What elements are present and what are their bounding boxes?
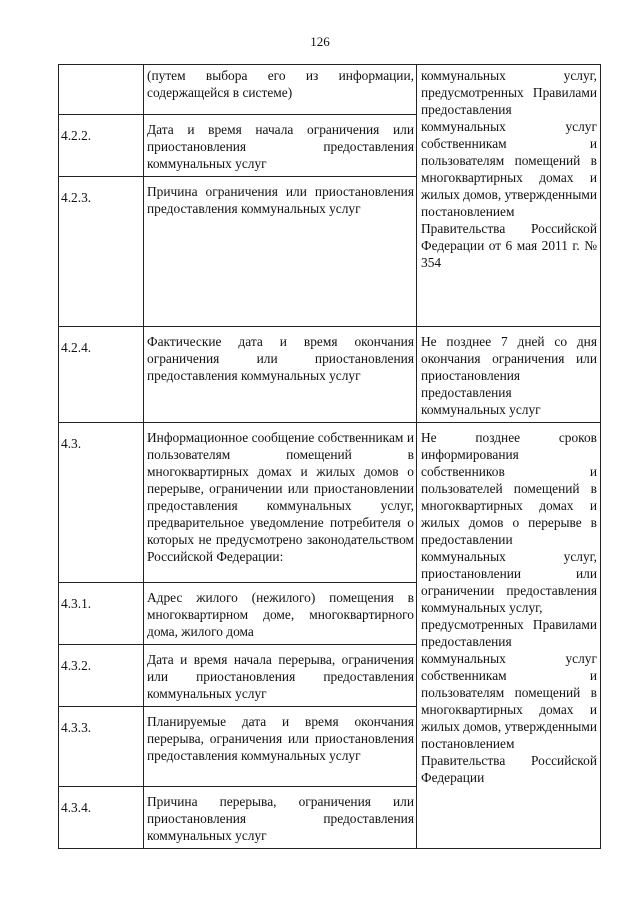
table-row (59, 65, 601, 115)
basis-text: коммунальных услуг, предусмотренных Правилами предоставления коммунальных услуг собственникам и пользователям помещений в многоквартирных домах и жилых домов, утвержденными постановлением Правительства Российской Федерации от 6 мая 2011 г. № 354 (421, 68, 597, 270)
requirements-table (58, 64, 601, 849)
row-description: Фактические дата и время окончания ограничения или приостановления предоставления коммунальных услуг (144, 327, 417, 423)
table-row (59, 423, 601, 583)
row-number: 4.3.4. (59, 787, 144, 849)
row-number: 4.2.3. (59, 177, 144, 327)
row-description: Дата и время начала ограничения или приостановления предоставления коммунальных услуг (144, 115, 417, 177)
row-number: 4.3.2. (59, 645, 144, 707)
row-description: Причина ограничения или приостановления предоставления коммунальных услуг (144, 177, 417, 327)
row-number: 4.2.2. (59, 115, 144, 177)
table-row (59, 327, 601, 423)
page-number: 126 (310, 34, 330, 49)
basis-cell (417, 327, 601, 423)
row-number: 4.3. (59, 423, 144, 583)
basis-text: Не позднее 7 дней со дня окончания ограничения или приостановления предоставления коммунальных услуг (421, 334, 597, 417)
basis-text: предусмотренных Правилами предоставления коммунальных услуг собственникам и пользователям помещений в многоквартирных домах и жилых домов, утвержденными постановлением Правительства Российской Федерации (421, 617, 597, 785)
basis-text: Не позднее сроков информирования собственников и пользователей помещений в многоквартирных домах и жилых домов о перерыве в предоставлении коммунальных услуг, приостановлении или ограничении предоставления коммунальных услуг, (421, 430, 597, 615)
row-description: Планируемые дата и время окончания перерыва, ограничения или приостановления предоставления коммунальных услуг (144, 707, 417, 787)
row-number: 4.3.3. (59, 707, 144, 787)
row-description: Адрес жилого (нежилого) помещения в многоквартирном доме, многоквартирного дома, жилого дома (144, 583, 417, 645)
row-number (59, 65, 144, 115)
basis-cell (417, 65, 601, 327)
row-number: 4.2.4. (59, 327, 144, 423)
row-description: Причина перерыва, ограничения или приостановления предоставления коммунальных услуг (144, 787, 417, 849)
row-description: Дата и время начала перерыва, ограничения или приостановления предоставления коммунальных услуг (144, 645, 417, 707)
row-description: Информационное сообщение собственникам и пользователям помещений в многоквартирных домах и жилых домов о перерыве, ограничении или приостановлении предоставления коммунальных услуг, предварительное уведомление потребителя о которых не предусмотрено законодательством Российской Федерации: (144, 423, 417, 583)
row-number: 4.3.1. (59, 583, 144, 645)
basis-cell (417, 423, 601, 849)
row-description: (путем выбора его из информации, содержащейся в системе) (144, 65, 417, 115)
